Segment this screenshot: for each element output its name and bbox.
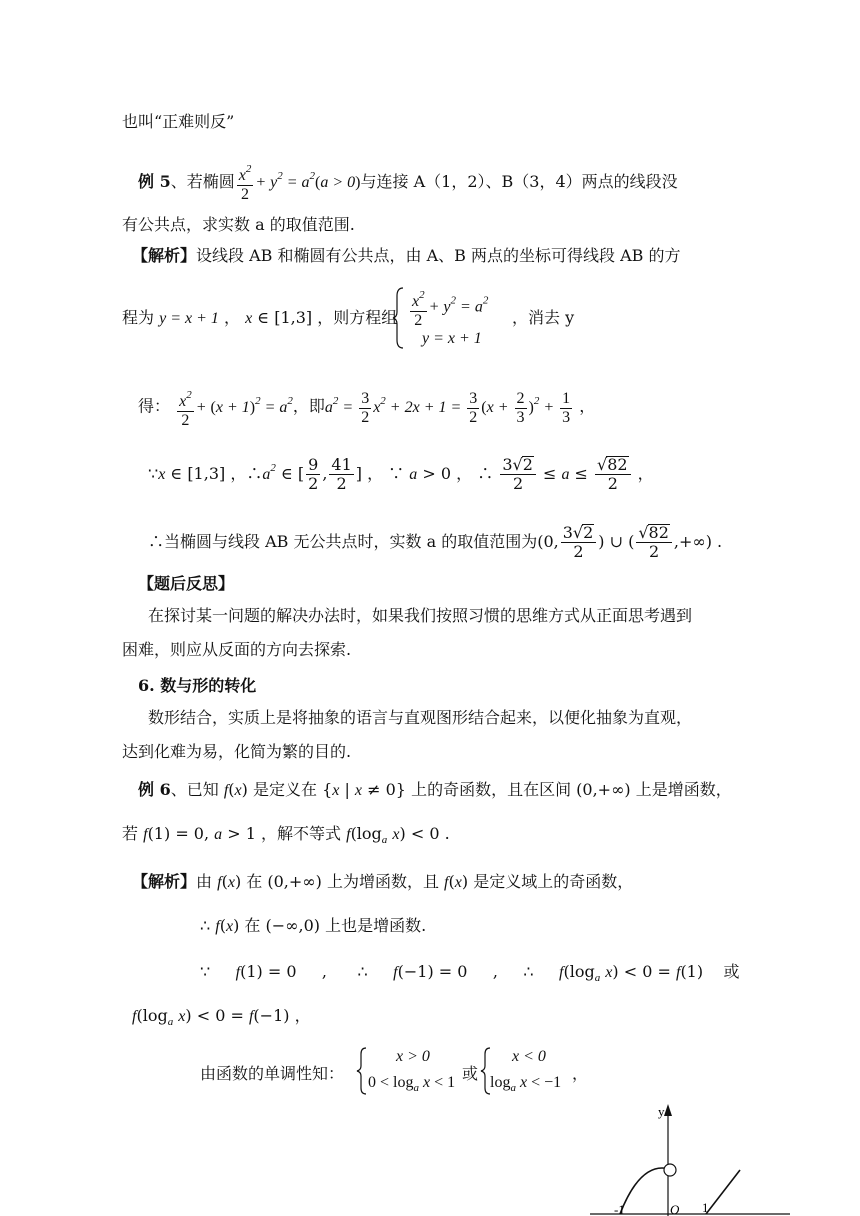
equation-system: $\frac{x^2}{2}$ + $y^2 = a^2$ y = x + 1 [392, 286, 532, 352]
derivation-line: 得： $\frac{x^2}{2}$ + $(x + 1)^2 = a^2$，即$a^2$ = $\frac{3}{2}$ $x^2 + 2x + 1$ = $\frac{3}{2}$ (x + $\frac{2}{3}$ )$^2$ + $\frac{1}{3}$ ， [138, 386, 595, 430]
example-6-line-2: 若 f(1) = 0, a > 1 ，解不等式 $f(\log_a$ x) < 0 . [122, 824, 450, 846]
open-point [664, 1164, 676, 1176]
text-line: 有公共点，求实数 a 的取值范围. [122, 215, 355, 234]
text-line: 达到化难为易，化简为繁的目的. [122, 742, 352, 761]
therefore-symbol: ∴ [357, 962, 368, 981]
conclusion-line: ∴当椭圆与线段 AB 无公共点时，实数 a 的取值范围为(0, $\frac{3√2}{2}$ ) ∪ ( $\frac{√82}{2}$ ,+∞) . [148, 523, 723, 561]
solution-6-line-4: $f(\log_a$ x) < 0 = f(−1) ， [132, 1006, 311, 1028]
solution-6-line: 【解析】由 f(x) 在 (0,+∞) 上为增函数，且 f(x) 是定义域上的奇函数， [132, 872, 634, 891]
function-graph [590, 1090, 790, 1216]
text-line: 也叫“正难则反” [122, 112, 235, 131]
solution-label: 【解析】 [132, 246, 197, 265]
ellipse-equation: $\frac{x^2}{2}$ + $y^2 = a^2(a > 0)$ [235, 174, 361, 191]
text: 上也是增函数. [325, 916, 427, 935]
therefore-symbol: ∴ [246, 464, 263, 483]
text: ，即 [292, 396, 325, 416]
y-axis-arrow-icon [664, 1104, 672, 1116]
text: 上的奇函数，且在区间 [411, 780, 572, 799]
section-heading: 6. 数与形的转化 [138, 676, 257, 695]
text: 设线段 AB 和椭圆有公共点，由 A、B 两点的坐标可得线段 AB 的方 [196, 246, 681, 265]
brace-icon [356, 1046, 368, 1096]
text: ∴当椭圆与线段 AB 无公共点时，实数 a 的取值范围为 [148, 532, 538, 551]
text: 是定义域上的奇函数， [473, 872, 634, 891]
because-symbol: ∵ [148, 464, 159, 483]
example-6-line: 例 6、已知 f(x) 是定义在 {x | x ≠ 0} 上的奇函数，且在区间 (0,+∞) 上是增函数， [138, 780, 732, 799]
solution-6-line-3: ∵ f(1) = 0 , ∴ f(−1) = 0 , ∴ $f(\log_a$ x) < 0 = f(1) 或 [200, 962, 740, 984]
neg-one-label: -1 [614, 1202, 625, 1216]
derivation-line-2: ∵x ∈ [1,3] ，$\therefore a^2$ ∈ [ $\frac{9}{2}$ , $\frac{41}{2}$ ] ， ∵ a > 0 ， ∴ $\frac{3√2}{2}$ ≤ a ≤ $\frac{√82}{2}$ ， [148, 455, 654, 493]
text: 上为增函数，且 [326, 872, 439, 891]
therefore-symbol: ∴ [523, 962, 534, 981]
one-label: 1 [702, 1200, 709, 1215]
text: ， [572, 1064, 589, 1083]
text: 或 [462, 1064, 479, 1083]
text-line: 困难，则应从反面的方向去探索. [122, 640, 352, 659]
text: 由 [196, 872, 213, 891]
text: 、已知 [170, 780, 219, 799]
text: 程为 [122, 308, 155, 327]
text: 是定义在 [252, 780, 317, 799]
solution-line [132, 246, 680, 266]
text-line: 在探讨某一问题的解决办法时，如果我们按照习惯的思维方式从正面思考遇到 [148, 606, 693, 625]
brace-icon [392, 286, 406, 350]
because-symbol: ∵ [200, 962, 211, 981]
example-5-label: 例 5 [138, 172, 171, 191]
text: 、若椭圆 [170, 172, 235, 191]
text: ，消去 y [512, 308, 575, 327]
text: 由函数的单调性知： [200, 1064, 345, 1083]
text: 或 [723, 962, 740, 981]
inequality-system-2: x < 0 $\log_a x < -1$ [480, 1046, 590, 1096]
text: 与连接 A（1，2）、B（3，4）两点的线段没 [360, 172, 678, 191]
text: 得： [138, 396, 171, 416]
text: 上是增函数， [635, 780, 732, 799]
text: 若 [122, 824, 139, 843]
reflection-title: 【题后反思】 [138, 574, 235, 593]
solution-label: 【解析】 [132, 872, 197, 891]
text: 在 [244, 916, 261, 935]
solution-6-line-2: ∴ f(x) 在 (−∞,0) 上也是增函数. [200, 916, 427, 935]
curve-right [706, 1170, 740, 1214]
example-6-label: 例 6 [138, 780, 171, 799]
y-axis-label: y [658, 1104, 665, 1119]
solution-line-2: 程为 y = x + 1 ， x ∈ [1,3] ，则方程组 [122, 308, 398, 327]
inequality-system-1: x > 0 $0 < \log_a x < 1$ [356, 1046, 466, 1096]
example-5-line [138, 160, 678, 204]
text-line: 数形结合，实质上是将抽象的语言与直观图形结合起来，以便化抽象为直观， [148, 708, 693, 727]
origin-label: O [670, 1202, 680, 1216]
text: 在 [246, 872, 263, 891]
text: ，解不等式 [261, 824, 342, 843]
curve-left [620, 1168, 670, 1214]
text: ，则方程组 [317, 308, 398, 327]
therefore-symbol: ∴ [200, 916, 211, 935]
